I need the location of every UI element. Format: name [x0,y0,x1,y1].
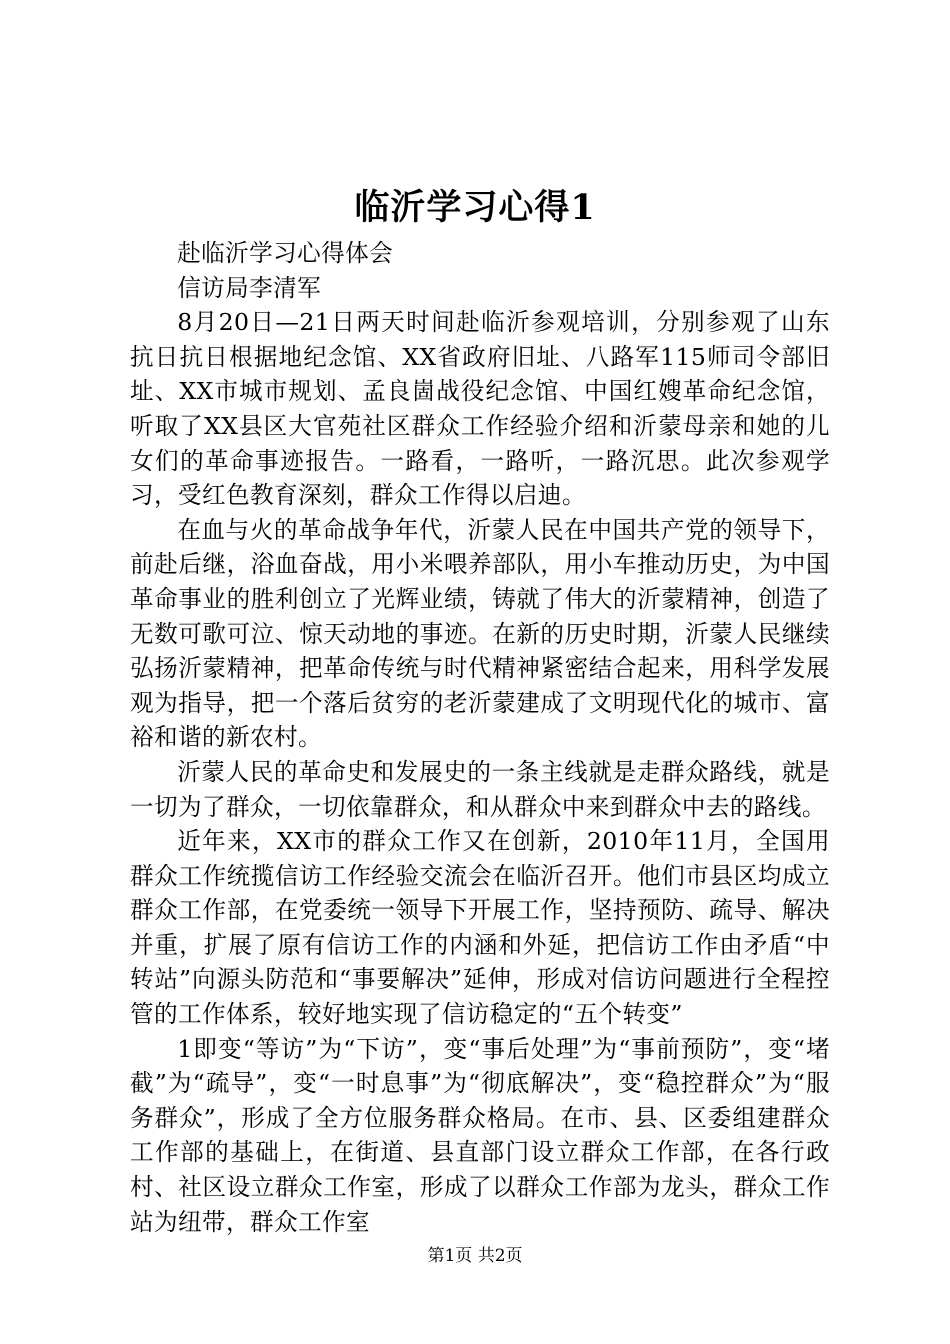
body-paragraph: 8月20日—21日两天时间赴临沂参观培训，分别参观了山东抗日抗日根据地纪念馆、XX省政府旧址、八路军115师司令部旧址、XX市城市规划、孟良崮战役纪念馆、中国红嫂革命纪念馆，听取了XX县区大官苑社区群众工作经验介绍和沂蒙母亲和她的儿女们的革命事迹报告。一路看，一路听，一路沉思。此次参观学习，受红色教育深刻，群众工作得以启迪。 [130,308,830,510]
author-paragraph: 信访局李清军 [177,273,322,302]
body-paragraph: 沂蒙人民的革命史和发展史的一条主线就是走群众路线，就是一切为了群众，一切依靠群众，和从群众中来到群众中去的路线。 [130,757,830,821]
document-title: 临沂学习心得1 [354,187,596,228]
subtitle-paragraph: 赴临沂学习心得体会 [177,239,394,267]
body-paragraph: 在血与火的革命战争年代，沂蒙人民在中国共产党的领导下，前赴后继，浴血奋战，用小米喂养部队，用小车推动历史，为中国革命事业的胜利创立了光辉业绩，铸就了伟大的沂蒙精神，创造了无数可歌可泣、惊天动地的事迹。在新的历史时期，沂蒙人民继续弘扬沂蒙精神，把革命传统与时代精神紧密结合起来，用科学发展观为指导，把一个落后贫穷的老沂蒙建成了文明现代化的城市、富裕和谐的新农村。 [130,515,830,752]
page-footer: 第1页 共2页 [427,1246,523,1266]
body-paragraph: 近年来，XX市的群众工作又在创新，2010年11月，全国用群众工作统揽信访工作经验交流会在临沂召开。他们市县区均成立群众工作部，在党委统一领导下开展工作，坚持预防、疏导、解决并重，扩展了原有信访工作的内涵和外延，把信访工作由矛盾“中转站”向源头防范和“事要解决”延伸，形成对信访问题进行全程控管的工作体系，较好地实现了信访稳定的“五个转变” [130,827,830,1029]
body-paragraph: 1即变“等访”为“下访”，变“事后处理”为“事前预防”，变“堵截”为“疏导”，变“一时息事”为“彻底解决”，变“稳控群众”为“服务群众”，形成了全方位服务群众格局。在市、县、区委组建群众工作部的基础上，在街道、县直部门设立群众工作部，在各行政村、社区设立群众工作室，形成了以群众工作部为龙头，群众工作站为纽带，群众工作室 [130,1034,830,1236]
document-body [130,236,830,1239]
